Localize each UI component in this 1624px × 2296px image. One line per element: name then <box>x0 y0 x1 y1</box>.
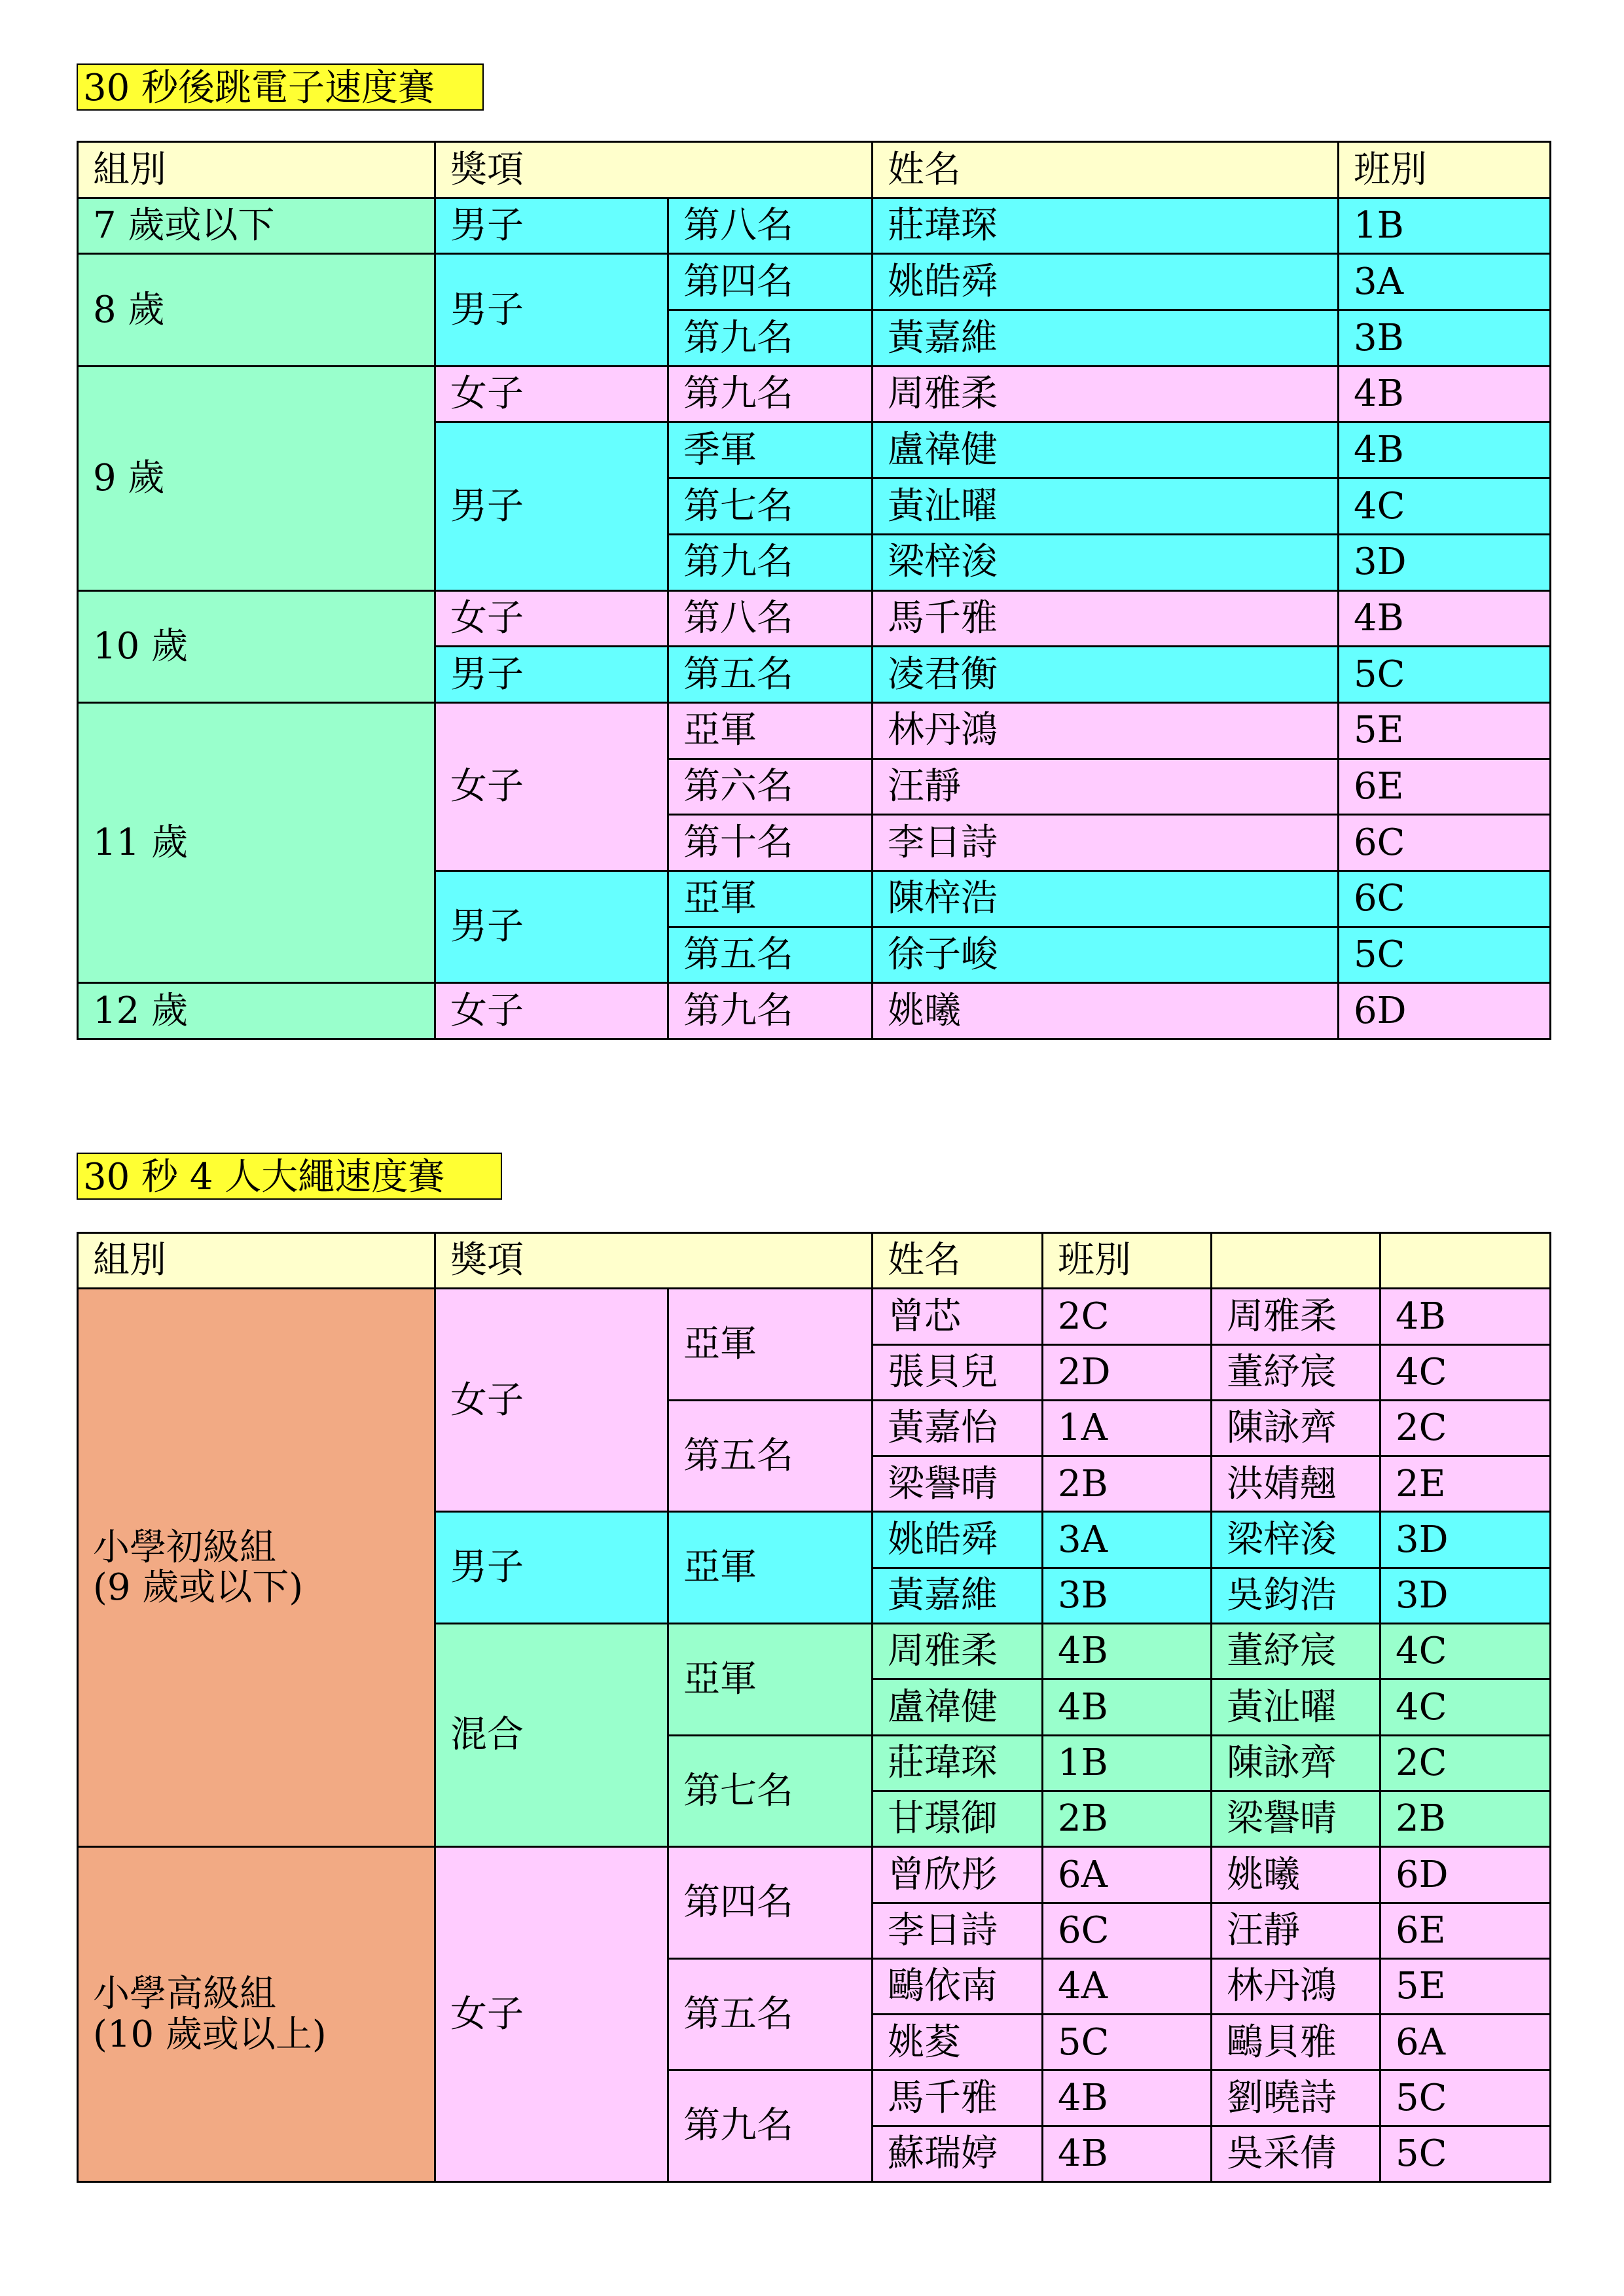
class-cell: 5C <box>1380 2070 1551 2126</box>
class-cell: 5E <box>1380 1958 1551 2014</box>
gender-cell: 男子 <box>435 647 668 703</box>
group-age-range: (9 歲或以下) <box>93 1566 304 1609</box>
rank-cell: 第四名 <box>668 1847 873 1959</box>
class-cell: 6C <box>1043 1903 1212 1958</box>
student-name-cell: 蘇瑞婷 <box>873 2126 1043 2181</box>
class-cell: 5C <box>1380 2126 1551 2181</box>
class-cell: 6E <box>1339 759 1551 815</box>
class-cell: 1A <box>1043 1400 1212 1456</box>
rank-cell: 亞軍 <box>668 702 873 759</box>
class-cell: 6C <box>1339 815 1551 871</box>
student-name-cell: 黃嘉維 <box>873 1568 1043 1623</box>
student-name-cell: 馬千雅 <box>873 590 1339 647</box>
class-cell: 6A <box>1380 2015 1551 2070</box>
gender-cell: 男子 <box>435 254 668 366</box>
rank-cell: 第七名 <box>668 1735 873 1847</box>
gender-cell: 男子 <box>435 422 668 590</box>
student-name-cell: 鷗貝雅 <box>1212 2015 1380 2070</box>
class-cell: 4B <box>1339 422 1551 478</box>
header-name: 姓名 <box>873 142 1339 198</box>
rank-cell: 第八名 <box>668 590 873 647</box>
class-cell: 2B <box>1043 1791 1212 1846</box>
class-cell: 3B <box>1339 310 1551 367</box>
student-name-cell: 莊瑋琛 <box>873 198 1339 254</box>
class-cell: 1B <box>1043 1735 1212 1791</box>
class-cell: 2B <box>1043 1456 1212 1512</box>
table-row <box>78 983 1551 1039</box>
class-cell: 4B <box>1043 1624 1212 1679</box>
student-name-cell: 陳詠齊 <box>1212 1400 1380 1456</box>
gender-cell: 男子 <box>435 1512 668 1624</box>
class-cell: 4B <box>1043 2126 1212 2181</box>
class-cell: 6D <box>1339 983 1551 1039</box>
table-row <box>78 366 1551 422</box>
age-group-cell: 8 歲 <box>78 254 435 366</box>
class-cell: 2C <box>1380 1735 1551 1791</box>
class-cell: 6E <box>1380 1903 1551 1958</box>
student-name-cell: 鷗依南 <box>873 1958 1043 2014</box>
rank-cell: 第五名 <box>668 1958 873 2070</box>
rank-cell: 第五名 <box>668 927 873 983</box>
table-row <box>78 254 1551 310</box>
class-cell: 6C <box>1339 870 1551 927</box>
class-cell: 4B <box>1043 1679 1212 1735</box>
rank-cell: 第五名 <box>668 647 873 703</box>
rank-cell: 亞軍 <box>668 870 873 927</box>
student-name-cell: 李日詩 <box>873 815 1339 871</box>
class-cell: 3B <box>1043 1568 1212 1623</box>
age-group-cell: 10 歲 <box>78 590 435 702</box>
student-name-cell: 姚皓舜 <box>873 1512 1043 1568</box>
section2-title: 30 秒 4 人大繩速度賽 <box>77 1153 502 1200</box>
rank-cell: 第九名 <box>668 366 873 422</box>
student-name-cell: 梁梓浚 <box>873 534 1339 590</box>
student-name-cell: 徐子峻 <box>873 927 1339 983</box>
class-cell: 2C <box>1043 1289 1212 1344</box>
student-name-cell: 姚曦 <box>1212 1847 1380 1903</box>
speed-jump-results-table <box>77 141 1551 1040</box>
class-cell: 4B <box>1043 2070 1212 2126</box>
class-cell: 3D <box>1339 534 1551 590</box>
student-name-cell: 黃嘉維 <box>873 310 1339 367</box>
rank-cell: 第四名 <box>668 254 873 310</box>
junior-group-cell <box>78 1289 435 1847</box>
table-header-row <box>78 1233 1551 1289</box>
student-name-cell: 張貝兒 <box>873 1344 1043 1400</box>
class-cell: 4B <box>1339 366 1551 422</box>
student-name-cell: 林丹鴻 <box>873 702 1339 759</box>
student-name-cell: 姚荾 <box>873 2015 1043 2070</box>
student-name-cell: 曾芯 <box>873 1289 1043 1344</box>
student-name-cell: 汪靜 <box>1212 1903 1380 1958</box>
student-name-cell: 凌君衡 <box>873 647 1339 703</box>
student-name-cell: 林丹鴻 <box>1212 1958 1380 2014</box>
long-rope-results-table <box>77 1232 1551 2183</box>
rank-cell: 第五名 <box>668 1400 873 1512</box>
header-blank <box>1212 1233 1380 1289</box>
table-header-row <box>78 142 1551 198</box>
class-cell: 4C <box>1380 1679 1551 1735</box>
student-name-cell: 姚曦 <box>873 983 1339 1039</box>
student-name-cell: 黃沚曜 <box>873 478 1339 535</box>
gender-cell: 男子 <box>435 198 668 254</box>
class-cell: 5E <box>1339 702 1551 759</box>
gender-cell: 女子 <box>435 590 668 647</box>
header-blank <box>1380 1233 1551 1289</box>
class-cell: 6D <box>1380 1847 1551 1903</box>
class-cell: 5C <box>1339 927 1551 983</box>
rank-cell: 亞軍 <box>668 1289 873 1401</box>
rank-cell: 第七名 <box>668 478 873 535</box>
gender-cell: 男子 <box>435 870 668 982</box>
rank-cell: 第六名 <box>668 759 873 815</box>
class-cell: 2B <box>1380 1791 1551 1846</box>
table-row <box>78 590 1551 647</box>
class-cell: 3A <box>1339 254 1551 310</box>
student-name-cell: 周雅柔 <box>873 1624 1043 1679</box>
header-award: 獎項 <box>435 1233 873 1289</box>
class-cell: 6A <box>1043 1847 1212 1903</box>
header-class: 班別 <box>1043 1233 1212 1289</box>
student-name-cell: 陳詠齊 <box>1212 1735 1380 1791</box>
student-name-cell: 劉曉詩 <box>1212 2070 1380 2126</box>
class-cell: 4C <box>1380 1624 1551 1679</box>
gender-cell: 混合 <box>435 1624 668 1847</box>
student-name-cell: 董紓宸 <box>1212 1344 1380 1400</box>
group-name: 小學高級組 <box>93 1973 276 2016</box>
rank-cell: 第十名 <box>668 815 873 871</box>
gender-cell: 女子 <box>435 366 668 422</box>
class-cell: 3A <box>1043 1512 1212 1568</box>
rank-cell: 第九名 <box>668 2070 873 2182</box>
header-class: 班別 <box>1339 142 1551 198</box>
section1-title: 30 秒後跳電子速度賽 <box>77 63 484 111</box>
student-name-cell: 李日詩 <box>873 1903 1043 1958</box>
gender-cell: 女子 <box>435 983 668 1039</box>
age-group-cell: 9 歲 <box>78 366 435 590</box>
student-name-cell: 盧禕健 <box>873 1679 1043 1735</box>
student-name-cell: 洪婧翹 <box>1212 1456 1380 1512</box>
student-name-cell: 曾欣彤 <box>873 1847 1043 1903</box>
senior-group-cell <box>78 1847 435 2182</box>
rank-cell: 季軍 <box>668 422 873 478</box>
student-name-cell: 吳鈞浩 <box>1212 1568 1380 1623</box>
table-row <box>78 198 1551 254</box>
rank-cell: 亞軍 <box>668 1512 873 1624</box>
student-name-cell: 盧禕健 <box>873 422 1339 478</box>
class-cell: 1B <box>1339 198 1551 254</box>
student-name-cell: 吳采倩 <box>1212 2126 1380 2181</box>
class-cell: 2C <box>1380 1400 1551 1456</box>
student-name-cell: 汪靜 <box>873 759 1339 815</box>
student-name-cell: 甘璟御 <box>873 1791 1043 1846</box>
rank-cell: 第九名 <box>668 310 873 367</box>
student-name-cell: 馬千雅 <box>873 2070 1043 2126</box>
student-name-cell: 黃沚曜 <box>1212 1679 1380 1735</box>
student-name-cell: 莊瑋琛 <box>873 1735 1043 1791</box>
header-group: 組別 <box>78 1233 435 1289</box>
age-group-cell: 12 歲 <box>78 983 435 1039</box>
table-row <box>78 1289 1551 1344</box>
rank-cell: 亞軍 <box>668 1624 873 1736</box>
class-cell: 2E <box>1380 1456 1551 1512</box>
student-name-cell: 梁譽晴 <box>873 1456 1043 1512</box>
student-name-cell: 梁譽晴 <box>1212 1791 1380 1846</box>
class-cell: 4B <box>1380 1289 1551 1344</box>
group-age-range: (10 歲或以上) <box>93 2013 327 2056</box>
age-group-cell: 11 歲 <box>78 702 435 982</box>
class-cell: 4B <box>1339 590 1551 647</box>
student-name-cell: 梁梓浚 <box>1212 1512 1380 1568</box>
class-cell: 4C <box>1380 1344 1551 1400</box>
student-name-cell: 姚皓舜 <box>873 254 1339 310</box>
header-name: 姓名 <box>873 1233 1043 1289</box>
class-cell: 3D <box>1380 1512 1551 1568</box>
class-cell: 2D <box>1043 1344 1212 1400</box>
student-name-cell: 董紓宸 <box>1212 1624 1380 1679</box>
student-name-cell: 周雅柔 <box>1212 1289 1380 1344</box>
class-cell: 5C <box>1043 2015 1212 2070</box>
gender-cell: 女子 <box>435 1847 668 2182</box>
student-name-cell: 周雅柔 <box>873 366 1339 422</box>
student-name-cell: 黃嘉怡 <box>873 1400 1043 1456</box>
class-cell: 4C <box>1339 478 1551 535</box>
group-name: 小學初級組 <box>93 1526 276 1569</box>
table-row <box>78 702 1551 759</box>
gender-cell: 女子 <box>435 1289 668 1512</box>
rank-cell: 第九名 <box>668 534 873 590</box>
gender-cell: 女子 <box>435 702 668 870</box>
rank-cell: 第九名 <box>668 983 873 1039</box>
student-name-cell: 陳梓浩 <box>873 870 1339 927</box>
age-group-cell: 7 歲或以下 <box>78 198 435 254</box>
rank-cell: 第八名 <box>668 198 873 254</box>
header-award: 獎項 <box>435 142 873 198</box>
header-group: 組別 <box>78 142 435 198</box>
table-row <box>78 1847 1551 1903</box>
class-cell: 5C <box>1339 647 1551 703</box>
class-cell: 4A <box>1043 1958 1212 2014</box>
class-cell: 3D <box>1380 1568 1551 1623</box>
